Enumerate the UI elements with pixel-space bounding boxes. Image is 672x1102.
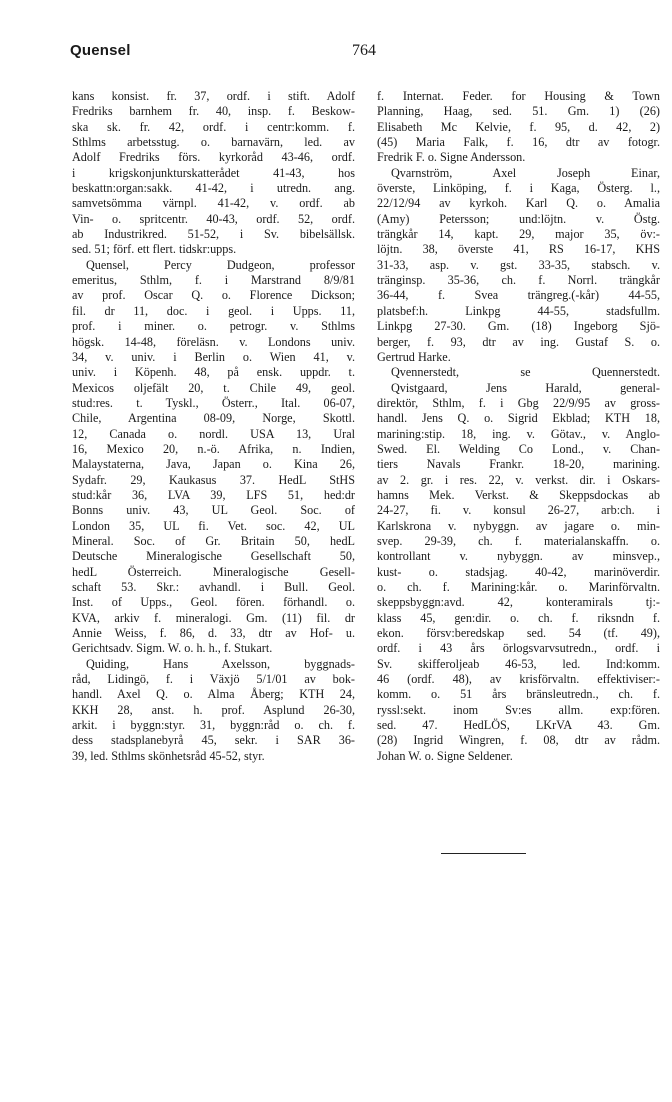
text-line: KVA, arkiv f. mineralogi. Gm. (11) fil. dr — [72, 610, 355, 625]
text-line: ab Industrikred. 51-52, i Sv. bibelsällsk. — [72, 227, 355, 242]
text-line: emeritus, Sthlm, f. i Marstrand 8/9/81 — [72, 273, 355, 288]
text-line: Malaystaterna, Java, Japan o. Kina 26, — [72, 457, 355, 472]
text-line: fil. dr 11, doc. i geol. i Upps. 11, — [72, 303, 355, 318]
text-line: samvetsömma värnpl. 41-42, v. ordf. ab — [72, 196, 355, 211]
text-line: arkit. i byggn:styr. 31, byggn:råd o. ch. f. — [72, 718, 355, 733]
text-line: handl. Axel Q. o. Alma Åberg; KTH 24, — [72, 687, 355, 702]
text-line: (Amy) Petersson; und:löjtn. v. Östg. — [377, 211, 660, 226]
text-line: London 35, UL fi. Vet. soc. 42, UL — [72, 518, 355, 533]
text-line: Vin- o. spritcentr. 40-43, ordf. 52, ordf. — [72, 211, 355, 226]
text-line: överste, Linköping, f. i Kaga, Österg. l., — [377, 181, 660, 196]
text-line: Planning, Haag, sed. 51. Gm. 1) (26) — [377, 104, 660, 119]
text-line: Sthlms arbetsstug. o. barnavärn, led. av — [72, 135, 355, 150]
text-line: sed. 47. HedLÖS, LKrVA 43. Gm. — [377, 718, 660, 733]
text-line: löjtn. 38, överste 41, RS 16-17, KHS — [377, 242, 660, 257]
page-number: 764 — [352, 42, 376, 59]
text-line: Johan W. o. Signe Seldener. — [377, 748, 513, 763]
text-line: tränginsp. 35-36, ch. f. Norrl. trängkår — [377, 273, 660, 288]
text-line: klass 45, gen:dir. o. ch. f. riksndn f. — [377, 610, 660, 625]
text-line: marining:stip. 18, ing. v. Götav., v. Anglo- — [377, 426, 660, 441]
text-line: handl. Jens Q. o. Sigrid Ekblad; KTH 18, — [377, 411, 660, 426]
text-line: Karlskrona v. nybyggn. av jagare o. min- — [377, 518, 660, 533]
text-line: ordf. i 43 års örlogsvarvsutredn., ordf. i — [377, 641, 660, 656]
text-line: hamns Mek. Verkst. & Skeppsdockas ab — [377, 487, 660, 502]
text-line: kust- o. stadsjag. 40-42, marinöverdir. — [377, 564, 660, 579]
text-line: Gertrud Harke. — [377, 349, 451, 364]
entry-heading-line: Qvennerstedt, se Quennerstedt. — [391, 365, 660, 380]
text-line: Swed. El. Welding Co Lond., v. Chan- — [377, 441, 660, 456]
text-line: 24-27, fi. v. konsul 26-27, arb:ch. i — [377, 503, 660, 518]
text-line: kans konsist. fr. 37, ordf. i stift. Adolf — [72, 89, 355, 103]
text-line: 22/12/94 av kyrkoh. Karl Q. o. Amalia — [377, 196, 660, 211]
text-line: Chile, Argentina 08-09, Norge, Skottl. — [72, 411, 355, 426]
text-line: Sv. skifferoljeab 46-53, led. Ind:komm. — [377, 656, 660, 671]
entry-heading-line: Quiding, Hans Axelsson, byggnads- — [86, 656, 355, 671]
text-line: 39, led. Sthlms skönhetsråd 45-52, styr. — [72, 748, 265, 763]
entry-heading-line: Qvarnström, Axel Joseph Einar, — [391, 165, 660, 180]
text-line: (28) Ingrid Wingren, f. 08, dtr av rådm. — [377, 733, 660, 748]
text-line: ska sk. fr. 42, ordf. i centr:komm. f. — [72, 119, 355, 134]
text-line: 34, v. univ. i Berlin o. Wien 41, v. — [72, 349, 355, 364]
text-line: Fredrik F. o. Signe Andersson. — [377, 150, 526, 165]
text-line: platsbef:h. Linkpg 44-55, stadsfullm. — [377, 303, 660, 318]
text-line: av 2. gr. i res. 22, v. verkst. dir. i Oskars- — [377, 472, 660, 487]
text-line: skeppsbyggn:avd. 42, konteramirals tj:- — [377, 595, 660, 610]
text-line: stud:res. t. Tyskl., Österr., Ital. 06-07, — [72, 395, 355, 410]
text-line: 36-44, f. Svea trängreg.(-kår) 44-55, — [377, 288, 660, 303]
text-line: prof. i miner. o. petrogr. v. Sthlms — [72, 319, 355, 334]
end-rule — [441, 853, 526, 854]
text-line: f. Internat. Feder. for Housing & Town — [377, 89, 660, 103]
text-line: direktör, Sthlm, f. i Gbg 22/9/95 av gross- — [377, 395, 660, 410]
text-line: 16, Mexico 20, n.-ö. Afrika, n. Indien, — [72, 441, 355, 456]
text-line: Annie Weiss, f. 86, d. 33, dtr av Hof- u. — [72, 626, 355, 641]
text-line: sed. 51; förf. ett flert. tidskr:upps. — [72, 242, 237, 257]
text-line: hedL Österreich. Mineralogische Gesell- — [72, 564, 355, 579]
entry-heading-line: Qvistgaard, Jens Harald, general- — [391, 380, 660, 395]
text-line: kontrollant v. nybyggn. av minsvep., — [377, 549, 660, 564]
text-line: Adolf Fredriks förs. kyrkoråd 43-46, ordf. — [72, 150, 355, 165]
text-line: beskattn:organ:sakk. 41-42, i utredn. ang. — [72, 181, 355, 196]
text-line: svep. 29-39, ch. f. materialanskaffn. o. — [377, 533, 660, 548]
text-line: ryssl:sekt. inom Sv:es allm. exp:fören. — [377, 702, 660, 717]
text-line: stud:kår 36, LVA 39, LFS 51, hed:dr — [72, 487, 355, 502]
text-line: Inst. of Upps., Geol. fören. förhandl. o. — [72, 595, 355, 610]
text-line: 31-33, asp. v. gst. 33-35, stabsch. v. — [377, 257, 660, 272]
text-line: trängkår 14, kapt. 29, major 35, öv:- — [377, 227, 660, 242]
text-line: schaft 53. Skr.: avhandl. i Bull. Geol. — [72, 580, 355, 594]
text-line: råd, Lidingö, f. i Växjö 5/1/01 av bok- — [72, 672, 355, 687]
text-line: 12, Canada o. nordl. USA 13, Ural — [72, 426, 355, 441]
text-line: komm. o. 51 års bränsleutredn., ch. f. — [377, 687, 660, 702]
text-line: i krigskonjunkturskatterådet 41-43, hos — [72, 165, 355, 180]
text-line: Gerichtsadv. Sigm. W. o. h. h., f. Stukart. — [72, 641, 273, 656]
text-line: 46 (ordf. 48), av krisförvaltn. effektiviser:- — [377, 672, 660, 687]
text-line: (45) Maria Falk, f. 16, dtr av fotogr. — [377, 135, 660, 150]
entry-heading-line: Quensel, Percy Dudgeon, professor — [86, 257, 355, 272]
text-line: univ. i Köpenh. 48, på ensk. uppdr. t. — [72, 365, 355, 380]
running-head: Quensel — [70, 42, 131, 59]
text-line: Elisabeth Mc Kelvie, f. 95, d. 42, 2) — [377, 119, 660, 134]
text-line: Mexicos oljefält 20, t. Chile 49, geol. — [72, 380, 355, 395]
text-line: Mineral. Soc. of Gr. Britain 50, hedL — [72, 533, 355, 548]
text-line: KKH 28, anst. h. prof. Asplund 26-30, — [72, 702, 355, 717]
text-line: berger, f. 93, dtr av ing. Gustaf S. o. — [377, 334, 660, 349]
left-column — [72, 89, 355, 764]
text-line: Sydafr. 29, Kaukasus 37. HedL StHS — [72, 472, 355, 487]
text-line: Bonns univ. 43, UL Geol. Soc. of — [72, 503, 355, 518]
text-line: av prof. Oscar Q. o. Florence Dickson; — [72, 288, 355, 303]
text-line: ekon. försv:beredskap sed. 54 (tf. 49), — [377, 626, 660, 641]
text-line: Linkpg 27-30. Gm. (18) Ingeborg Sjö- — [377, 319, 660, 334]
text-line: högsk. 14-48, föreläsn. v. Londons univ. — [72, 334, 355, 349]
text-line: Deutsche Mineralogische Gesellschaft 50, — [72, 549, 355, 564]
text-line: dess stadsplanebyrå 45, sekr. i SAR 36- — [72, 733, 355, 748]
text-line: o. ch. f. Marining:kår. o. Marinförvaltn. — [377, 580, 660, 594]
right-column — [377, 89, 660, 764]
text-line: Fredriks barnhem fr. 40, insp. f. Beskow- — [72, 104, 355, 119]
text-line: tiers Navals Frankr. 18-20, marining. — [377, 457, 660, 472]
